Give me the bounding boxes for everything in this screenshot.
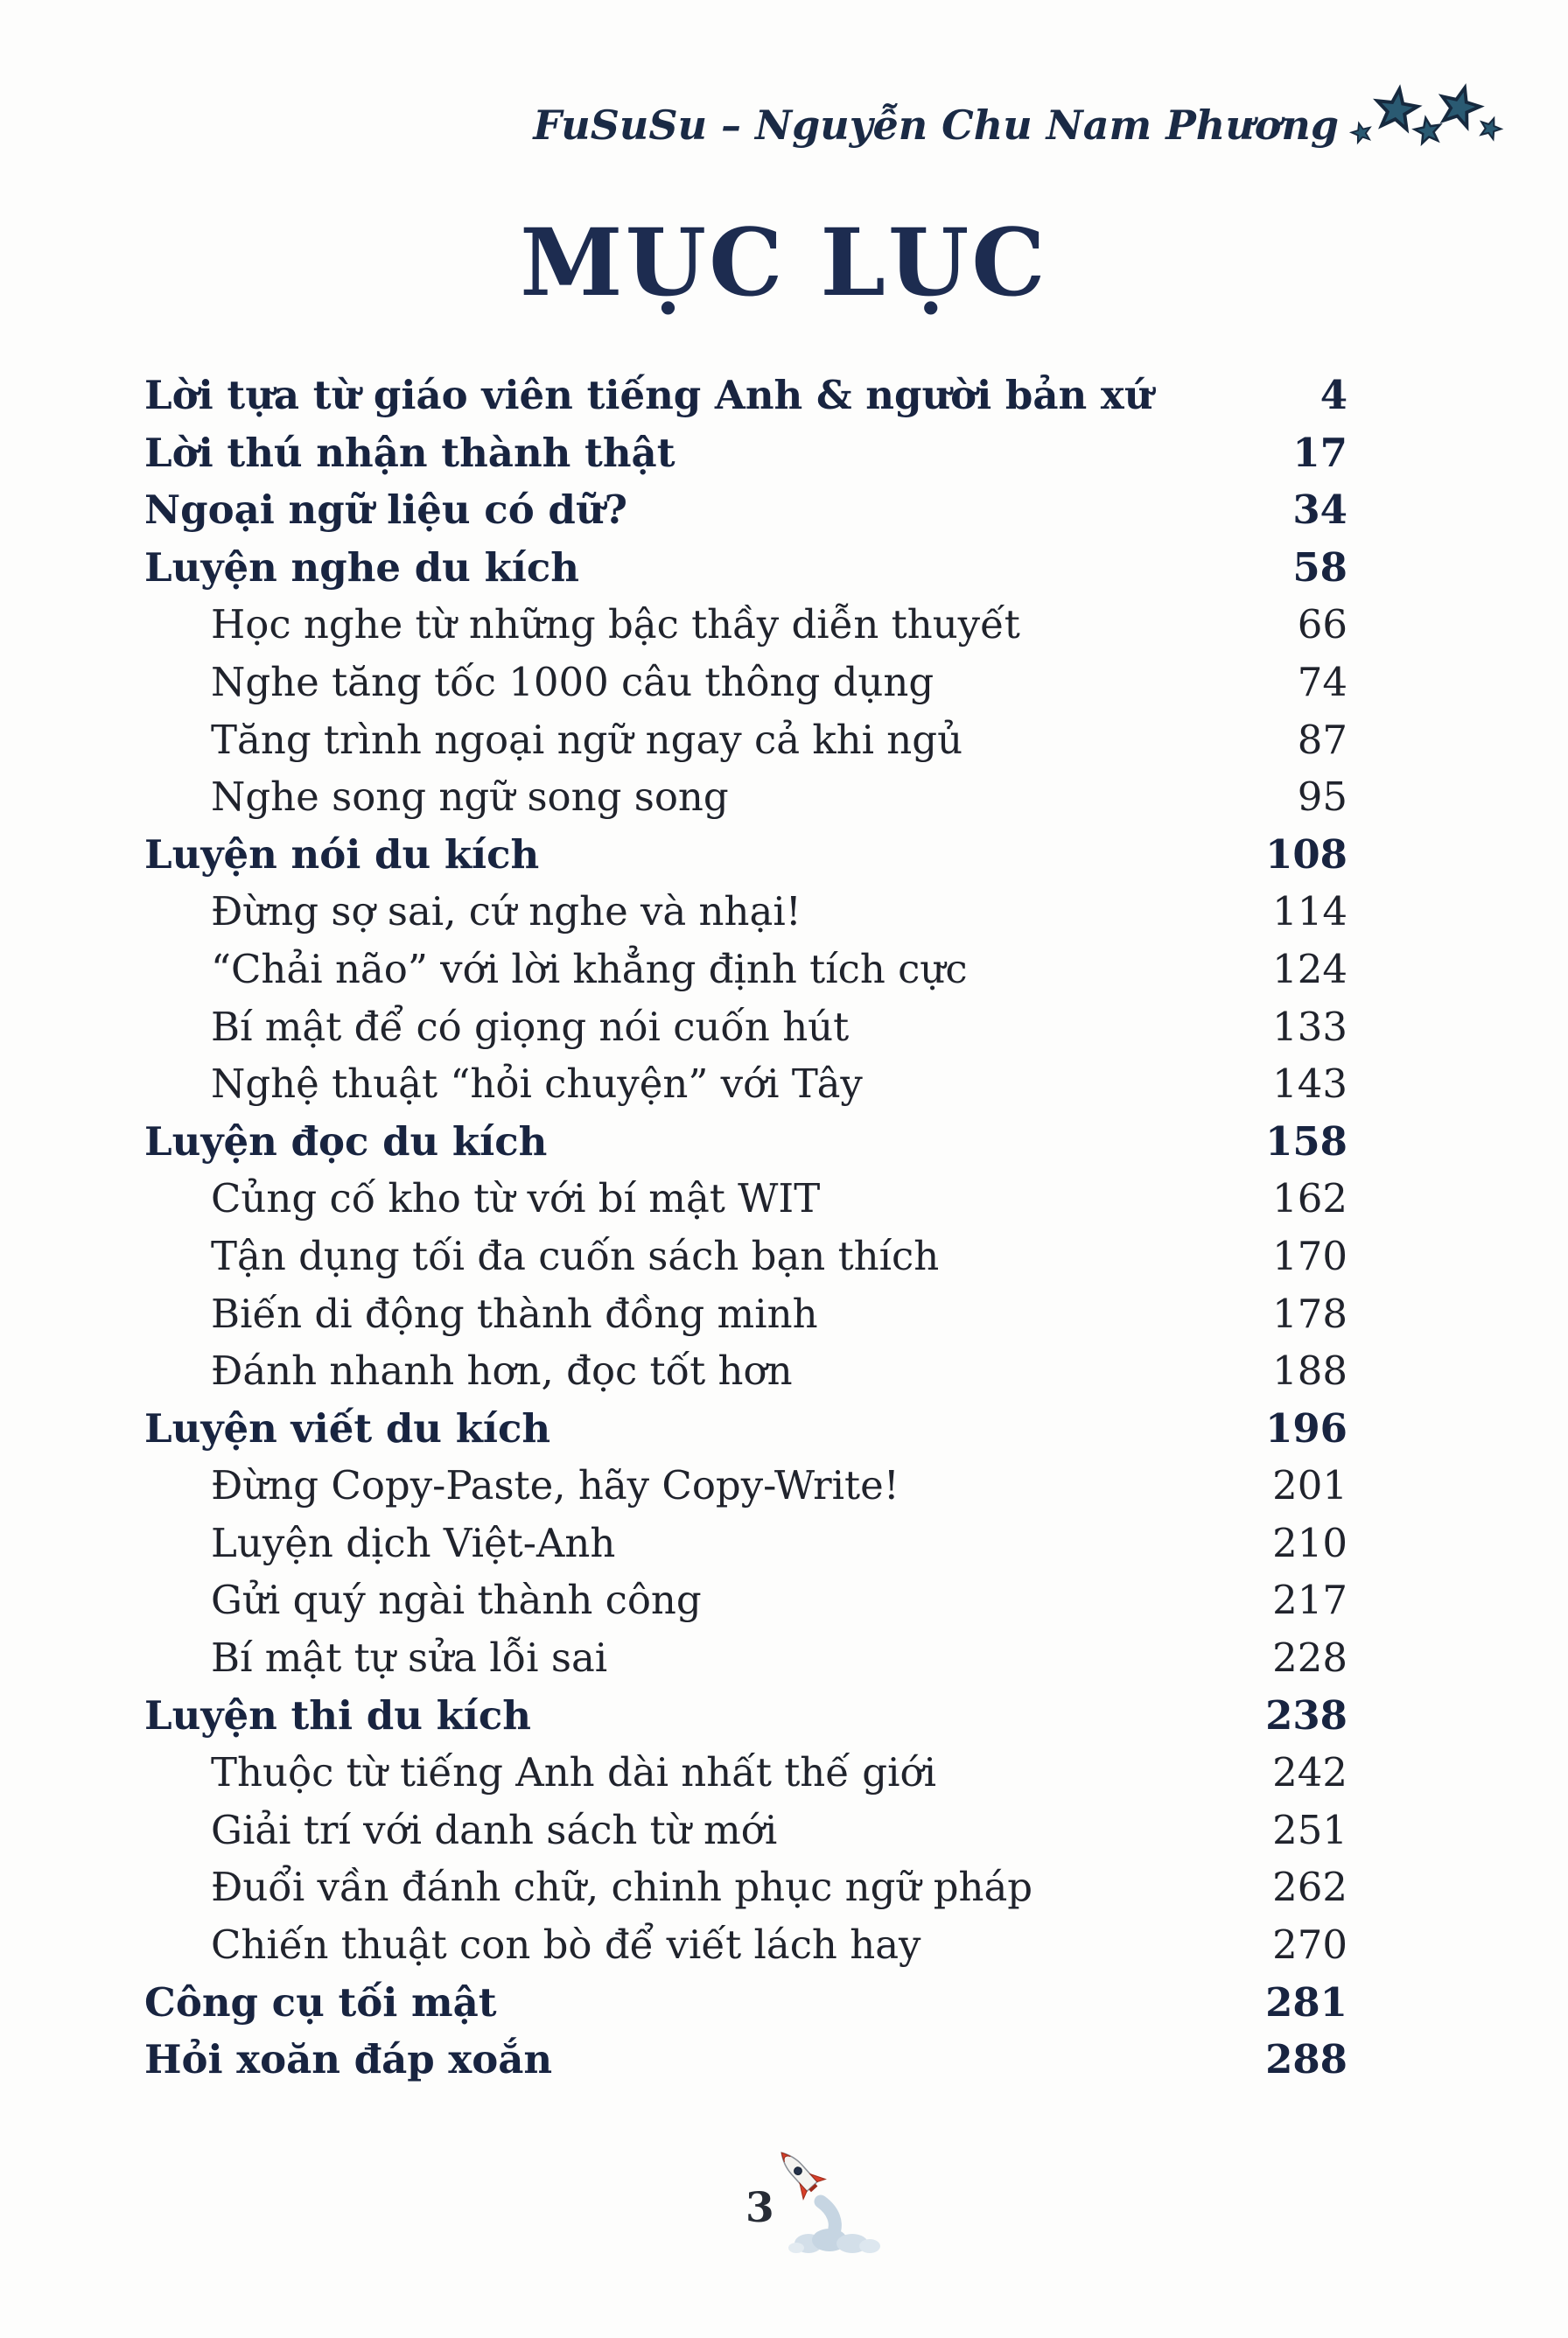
toc-entry-label: Luyện nói du kích: [144, 830, 540, 878]
toc-entry-page: 66: [1297, 601, 1348, 648]
toc-entry-label: Giải trí với danh sách từ mới: [211, 1806, 778, 1853]
toc-row: [144, 424, 1348, 482]
toc-entry-page: 228: [1272, 1634, 1348, 1682]
toc-row: [144, 1802, 1348, 1859]
toc-entry-label: Luyện đọc du kích: [144, 1117, 548, 1165]
five-stars-icon: [1348, 60, 1522, 158]
toc-entry-page: 210: [1272, 1519, 1348, 1566]
toc-row: [144, 1916, 1348, 1974]
toc-row: [144, 1572, 1348, 1629]
toc-row: [144, 826, 1348, 884]
toc-row: [144, 768, 1348, 826]
toc-row: [144, 1113, 1348, 1171]
toc-entry-page: 143: [1272, 1060, 1348, 1108]
toc-row: [144, 1055, 1348, 1113]
toc-entry-label: Luyện dịch Việt-Anh: [211, 1519, 616, 1566]
toc-entry-label: Tăng trình ngoại ngữ ngay cả khi ngủ: [211, 716, 963, 763]
toc-row: [144, 883, 1348, 941]
toc-entry-page: 133: [1272, 1003, 1348, 1050]
toc-entry-page: 17: [1292, 429, 1348, 476]
toc-entry-page: 114: [1272, 888, 1348, 935]
toc-entry-page: 74: [1297, 658, 1348, 705]
toc-entry-label: Bí mật tự sửa lỗi sai: [211, 1634, 608, 1682]
toc-entry-label: Gửi quý ngài thành công: [211, 1577, 702, 1624]
toc-entry-page: 170: [1272, 1232, 1348, 1279]
toc-entry-label: Hỏi xoăn đáp xoắn: [144, 2036, 553, 2083]
toc-entry-label: Đừng Copy-Paste, hãy Copy-Write!: [211, 1462, 900, 1509]
toc-entry-page: 188: [1272, 1348, 1348, 1395]
toc-row: [144, 941, 1348, 998]
toc-entry-label: Đánh nhanh hơn, đọc tốt hơn: [211, 1348, 793, 1395]
toc-row: [144, 539, 1348, 597]
toc-row: [144, 1457, 1348, 1515]
toc-entry-label: Nghe song ngữ song song: [211, 774, 729, 821]
toc-row: [144, 654, 1348, 711]
toc-entry-label: Nghe tăng tốc 1000 câu thông dụng: [211, 658, 934, 705]
page-title: MỤC LỤC: [520, 207, 1048, 317]
toc-entry-page: 34: [1292, 486, 1348, 534]
toc-entry-page: 162: [1272, 1175, 1348, 1222]
header-author: FuSuSu – Nguyễn Chu Nam Phương: [533, 102, 1339, 149]
toc-entry-page: 262: [1272, 1864, 1348, 1911]
toc-entry-label: Củng cố kho từ với bí mật WIT: [211, 1175, 821, 1222]
toc-entry-page: 196: [1265, 1404, 1348, 1452]
toc-list: [144, 367, 1348, 2089]
toc-row: [144, 1515, 1348, 1572]
toc-row: [144, 1342, 1348, 1400]
toc-entry-label: Luyện viết du kích: [144, 1404, 551, 1452]
rocket-launch-icon: [763, 2142, 912, 2264]
toc-entry-label: Luyện nghe du kích: [144, 543, 579, 591]
toc-entry-label: Bí mật để có giọng nói cuốn hút: [211, 1003, 850, 1050]
toc-entry-label: Lời tựa từ giáo viên tiếng Anh & người bản xứ: [144, 372, 1153, 418]
toc-entry-page: 217: [1272, 1577, 1348, 1624]
toc-row: [144, 1228, 1348, 1285]
toc-entry-page: 4: [1320, 372, 1348, 418]
toc-entry-label: Biến di động thành đồng minh: [211, 1290, 818, 1337]
toc-row: [144, 1974, 1348, 2032]
toc-entry-page: 201: [1272, 1462, 1348, 1509]
toc-entry-page: 281: [1265, 1978, 1348, 2026]
toc-entry-page: 95: [1297, 774, 1348, 821]
toc-entry-page: 251: [1272, 1806, 1348, 1853]
toc-entry-page: 178: [1272, 1290, 1348, 1337]
toc-entry-label: Đuổi vần đánh chữ, chinh phục ngữ pháp: [211, 1864, 1033, 1911]
toc-row: [144, 2031, 1348, 2089]
toc-row: [144, 1687, 1348, 1745]
toc-row: [144, 1400, 1348, 1458]
toc-entry-label: Chiến thuật con bò để viết lách hay: [211, 1922, 921, 1969]
toc-row: [144, 367, 1348, 424]
toc-entry-page: 124: [1272, 945, 1348, 992]
toc-entry-label: Công cụ tối mật: [144, 1978, 497, 2026]
toc-entry-page: 58: [1292, 543, 1348, 591]
toc-row: [144, 1170, 1348, 1228]
toc-entry-page: 270: [1272, 1922, 1348, 1969]
toc-entry-label: Ngoại ngữ liệu có dữ?: [144, 486, 627, 534]
toc-entry-page: 87: [1297, 716, 1348, 763]
toc-row: [144, 1629, 1348, 1687]
toc-entry-page: 238: [1265, 1691, 1348, 1739]
toc-entry-page: 158: [1265, 1117, 1348, 1165]
toc-row: [144, 1285, 1348, 1343]
toc-entry-label: Thuộc từ tiếng Anh dài nhất thế giới: [211, 1749, 936, 1796]
toc-row: [144, 1858, 1348, 1916]
toc-entry-label: Luyện thi du kích: [144, 1691, 532, 1739]
toc-row: [144, 1744, 1348, 1802]
toc-row: [144, 711, 1348, 769]
toc-entry-page: 288: [1265, 2036, 1348, 2083]
toc-entry-page: 242: [1272, 1749, 1348, 1796]
toc-row: [144, 481, 1348, 539]
toc-row: [144, 998, 1348, 1056]
toc-entry-label: Học nghe từ những bậc thầy diễn thuyết: [211, 601, 1020, 648]
toc-entry-label: “Chải não” với lời khẳng định tích cực: [211, 945, 968, 992]
toc-entry-label: Nghệ thuật “hỏi chuyện” với Tây: [211, 1060, 863, 1108]
toc-row: [144, 596, 1348, 654]
footer-page-number: 3: [746, 2184, 774, 2232]
toc-entry-page: 108: [1265, 830, 1348, 878]
toc-entry-label: Lời thú nhận thành thật: [144, 429, 676, 476]
toc-entry-label: Tận dụng tối đa cuốn sách bạn thích: [211, 1232, 940, 1279]
toc-entry-label: Đừng sợ sai, cứ nghe và nhại!: [211, 888, 802, 935]
